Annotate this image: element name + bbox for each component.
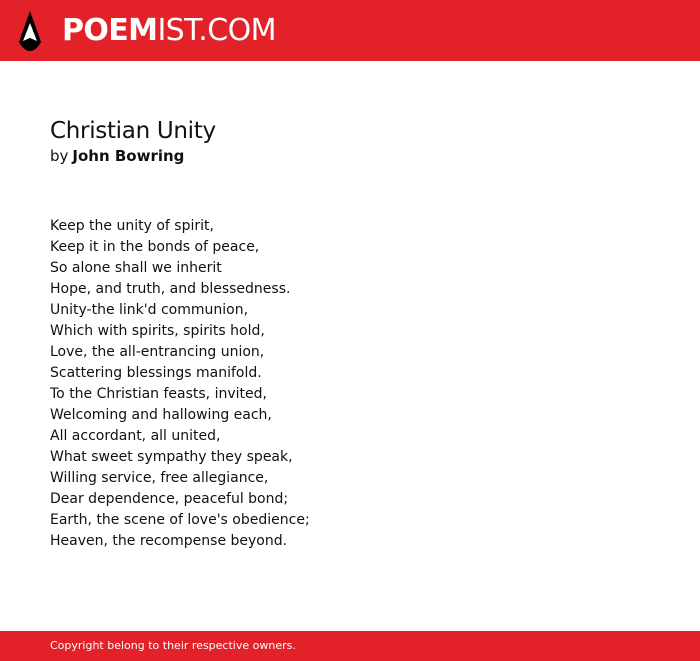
site-header xyxy=(0,0,700,61)
poem-line: To the Christian feasts, invited, xyxy=(50,386,267,402)
copyright-text: Copyright belong to their respective owners. xyxy=(50,639,296,652)
poem-content xyxy=(50,117,650,552)
poem-line: Earth, the scene of love's obedience; xyxy=(50,512,310,528)
site-logo-text xyxy=(62,13,276,48)
poem-line: Dear dependence, peaceful bond; xyxy=(50,491,289,507)
poem-author: John Bowring xyxy=(72,147,185,165)
poem-line: Which with spirits, spirits hold, xyxy=(50,323,265,339)
poem-line: Willing service, free allegiance, xyxy=(50,470,269,486)
poem-line: Scattering blessings manifold. xyxy=(50,365,262,381)
poem-line: Welcoming and hallowing each, xyxy=(50,407,272,423)
site-footer xyxy=(0,631,700,661)
poem-text xyxy=(50,216,650,552)
poem-line: Keep it in the bonds of peace, xyxy=(50,239,260,255)
poem-line: Unity-the link'd communion, xyxy=(50,302,249,318)
poem-line: Heaven, the recompense beyond. xyxy=(50,533,288,549)
poem-line: All accordant, all united, xyxy=(50,428,221,444)
poem-byline xyxy=(50,146,650,166)
brand-bold-text: POEM xyxy=(62,13,158,48)
poem-title: Christian Unity xyxy=(50,118,216,144)
poem-line: Love, the all-entrancing union, xyxy=(50,344,265,360)
byline-label: by xyxy=(50,147,69,165)
poem-line: What sweet sympathy they speak, xyxy=(50,449,293,465)
brand-light-text: IST.COM xyxy=(157,13,276,48)
pencil-icon xyxy=(18,10,42,52)
poem-line: Hope, and truth, and blessedness. xyxy=(50,281,291,297)
poem-line: So alone shall we inherit xyxy=(50,260,222,276)
poem-line: Keep the unity of spirit, xyxy=(50,218,214,234)
site-logo-link[interactable] xyxy=(18,10,276,52)
